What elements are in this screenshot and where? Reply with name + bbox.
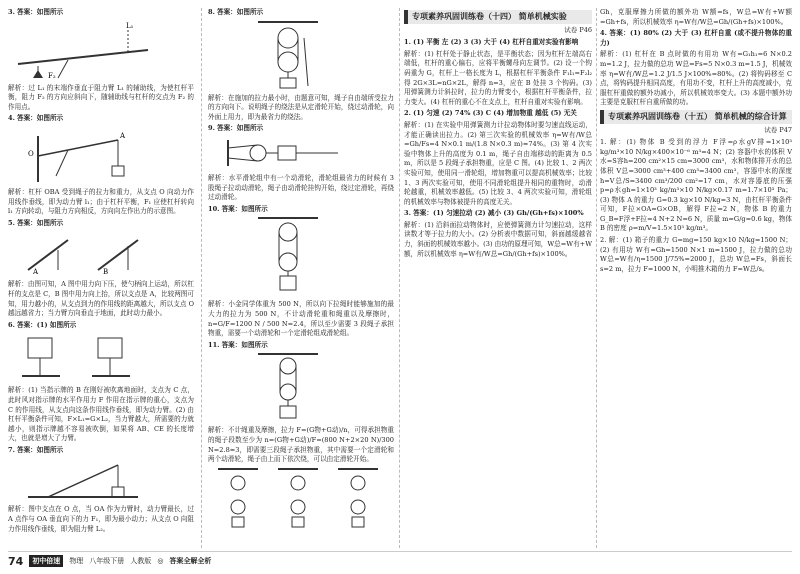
question-6: [8, 321, 194, 331]
answer: 1. (1) 平衡 左 (2) 3 (3) 大于 (4) 杠杆自重对实验有影响: [404, 38, 579, 47]
question-9: [208, 124, 394, 134]
column-divider: [596, 8, 597, 548]
question-5: [8, 219, 194, 229]
crane-figure: [8, 457, 158, 501]
page-number: 74: [8, 554, 24, 568]
svg-text:L₁: L₁: [126, 21, 134, 30]
horizontal-pulley-figure: [208, 136, 358, 170]
section-title: 专项素养巩固训练卷（十四） 简单机械实验: [404, 10, 592, 24]
question-10: [208, 205, 394, 215]
answer-label: 答案：如图所示: [217, 8, 264, 16]
column-divider: [399, 8, 400, 548]
column-3: [404, 8, 592, 261]
explanation: 解析：(1) 沿斜面拉动物体时，应使弹簧测力计匀速拉动，这样读数才等于拉力的大小。(2) 分析表中数据可知，斜面越缓越省力，斜面的机械效率越小。(3) 由功的原理可知，W总=W有+W额，所以机械效率 η=W有/W总=Gh/(Gh+fs)×100%。: [404, 220, 592, 258]
explanation: 解析：由图可知，A 图中用力向下压，使勺柄向上运动，所以杠杆的支点是 C，B 图中用力向上抬，所以支点是 A，比较两图可知，用力越小的，从支点到力的作用线的距离越大，所以支点 O 越远越省力；当力臂方向垂直于地面，此时动力最小。: [8, 280, 194, 318]
explanation: 解析：不计绳重及摩擦，拉力 F=(G物+G动)/n，可得承担物重的绳子段数至少为 n=(G物+G动)/F=(800 N+2×20 N)/300 N=2.8≈3，即需要三段绳子承担物重，其中需要一个定滑轮和两个动滑轮，绳子由上而下依次绕，可以由定滑轮开始。: [208, 426, 394, 464]
answer-label: 答案：如图所示: [221, 204, 268, 213]
question-3: [8, 8, 194, 18]
answer-tag: 答案全解全析: [169, 557, 212, 565]
solution: 1. 解：(1) 物体 B 受到的浮力 F浮=ρ水gV排=1×10³ kg/m³×10 N/kg×400×10⁻⁶ m³=4 N；(2) 容器中水的体积 V水=S容h=200 cm²×15 cm=3000 cm³，水和物体排开水的总体积 V总=3000 cm³+400 cm³=3400 cm³，容器中水的深度 h=V总/S=3400 cm³/200 cm²=17 cm，水对容器底的压强 p=ρ水gh=1×10³ kg/m³×10 N/kg×0.17 m=1.7×10³ Pa；(3) 物体 A 的重力 G=0.3 kg×10 N/kg=3 N，由杠杆平衡条件可知，F拉×OA=G×OB，解得 F拉=2 N，物体 B 的重力 G_B=F浮+F拉=4 N+2 N=6 N，质量 m=G/g=0.6 kg，物体 B 的密度 ρ=m/V=1.5×10³ kg/m³。: [600, 138, 792, 233]
svg-text:A: A: [33, 268, 39, 277]
explanation: 解析：(1) 在实验中用弹簧测力计拉动物体时要匀速直线运动，才能正确读出拉力。(2) 第三次实验的机械效率 η=W有/W总=Gh/Fs=4 N×0.1 m/(1.8 N×0.3 m)≈74%。(3) 第 4 次实验中物体上升的高度为 0.1 m，绳子自由端移动的距离为 0.5 m，所以是 5 段绳子承担物重，应是 C 图。(4) 比较 1、2 两次实验可知，使用同一滑轮组，增加物重可以提高机械效率；比较 1、3 两次实验可知，使用不同滑轮组提升相同的重物时，动滑轮越重，机械效率越低。(5) 比较 3、4 两次实验可知，滑轮组的机械效率与物体被提升的高度无关。: [404, 120, 592, 206]
section-page-ref: 试卷 P46: [564, 25, 592, 34]
question-number: 6.: [8, 320, 15, 329]
answer-label: 答案：如图所示: [17, 445, 64, 454]
answer-label: 答案：(1) 如图所示: [17, 320, 77, 329]
column-1: [8, 8, 194, 536]
question-number: 7.: [8, 445, 15, 454]
spoon-figure: [8, 230, 158, 276]
question-number: 3.: [8, 8, 15, 16]
answer: 3. 答案：(1) 匀速拉动 (2) 减小 (3) Gh/(Gh+fs)×100%: [404, 209, 584, 218]
explanation: Gh，克服摩擦力所做的额外功 W额=fs，W总=W有+W额=Gh+fs，所以机械效率 η=W有/W总=Gh/(Gh+fs)×100%。: [600, 8, 792, 26]
pulley-figure-set: [208, 467, 388, 531]
question-number: 4.: [8, 114, 15, 123]
explanation: 解析：(1) 当指示牌的 B 在刚好被吹离地面时，支点为 C 点，此时风对指示牌的水平作用力 F 作用在指示牌的重心，支点为 C 的作用线，从支点向这条作用线作垂线，即为动力臂。(2) 由杠杆平衡条件可知，F×L₁=G×L₂，当力臂越大，所需要的力就越小，则指示牌越不容易被吹倒，如果将 AB、CE 的长度增大，也就是增大了力臂。: [8, 386, 194, 443]
svg-text:A: A: [120, 131, 126, 140]
column-2: [208, 8, 394, 535]
circle-icon: ◎: [157, 557, 164, 565]
question-7: [8, 446, 194, 456]
question-4: [8, 114, 194, 124]
lever-figure: [8, 126, 158, 184]
solution: 2. 解：(1) 箱子的重力 G=mg=150 kg×10 N/kg=1500 N；(2) 有用功 W有=Gh=1500 N×1 m=1500 J，拉力做的总功 W总=W有/η=1500 J/75%=2000 J，总功 W总=Fs，斜面长 s=2 m，拉力 F=1000 N，小明推木箱的力 F=W总/s。: [600, 236, 792, 273]
answer-label: 答案：如图所示: [217, 124, 264, 133]
explanation: 解析：(1) 杠杆处于静止状态，是平衡状态；因为杠杆左端高右端低，杠杆的重心偏右，应将平衡螺母向左调节。(2) 设一个钩码重为 G，杠杆上一格长度为 L，根据杠杆平衡条件 F₁l₁=F₂l₂ 得 2G×3L=nG×2L，解得 n=3，应在 B 处挂 3 个钩码。(3) 用弹簧测力计斜拉时，拉力的力臂变小，根据杠杆平衡条件，拉力变大。(4) 杠杆的重心不在支点上，杠杆自重对实验有影响。: [404, 49, 592, 106]
answer: 2. (1) 匀速 (2) 74% (3) C (4) 增加物重 越低 (5) 无关: [404, 109, 577, 118]
question-11: [208, 341, 394, 351]
explanation: 解析：杠杆 OBA 受到绳子的拉力和重力，从支点 O 向动力作用线作垂线，即为动力臂 l₁；由于杠杆平衡，F₁ 应使杠杆转向 l₁ 方向转动，与阻力方向相反，方向向左作出力的示意图。: [8, 187, 194, 216]
answer: 4. 答案：(1) 80% (2) 大于 (3) 杠杆自重 (或不提升物体的重力): [600, 29, 792, 47]
svg-text:O: O: [28, 149, 34, 158]
lever-figure: [8, 20, 158, 80]
explanation: 解析：过 L₁ 的末端作垂直于阻力臂 L₁ 的辅助线，为使杠杆平衡，阻力 F₂ 的方向应斜向下，随辅助线与杠杆的交点为 F₂ 的作用点。: [8, 83, 194, 111]
question-number: 10.: [208, 204, 220, 213]
edition-label: 人教版: [130, 557, 152, 565]
pulley-figure: [208, 352, 358, 422]
brand-logo: 初中倍速: [29, 555, 63, 567]
svg-text:B: B: [103, 268, 109, 277]
explanation: 解析：在施加的拉力最小时，由题意可知，绳子自由端所受拉力的方向向下。说明绳子的绕法是从定滑轮开始，绕过动滑轮，向外面上用力，即为最省力的绕法。: [208, 93, 394, 121]
answer-label: 答案：如图所示: [17, 218, 64, 227]
question-8: [208, 8, 394, 18]
svg-text:F₂: F₂: [48, 71, 56, 80]
question-number: 11.: [208, 340, 220, 349]
answer-label: 答案：如图所示: [221, 340, 268, 349]
pulley-figure: [208, 20, 358, 90]
subject-label: 物理: [69, 557, 84, 565]
answer-label: 答案：如图所示: [17, 8, 64, 16]
page-footer: [8, 551, 792, 568]
explanation: 解析：(1) 杠杆在 B 点时做的有用功 W有=G₁h₁=6 N×0.2 m=1.2 J，拉力做的总功 W总=Fs=5 N×0.3 m=1.5 J，机械效率 η=W有/W总=1.2 J/1.5 J×100%=80%。(2) 将钩码移至 C 点，将钩码提升相同高度，有用功不变，杠杆上升的高度减小，克服杠杆重做的额外功减小，所以机械效率变大。(3) 本题中额外功主要是克服杠杆自重所做的功。: [600, 50, 792, 107]
column-divider: [201, 8, 202, 548]
explanation: 解析：水平滑轮组中有一个动滑轮，滑轮组最省力的时候有 3 股绳子拉动动滑轮，绳子由动滑轮挂钩开始，绕过定滑轮，再绕过动滑轮。: [208, 173, 394, 202]
explanation: 解析：图中支点在 O 点，当 OA 作为力臂时，动力臂最长，过 A 点作与 OA 垂直向下的力 F₁，即为最小动力；从支点 O 向阻力作用线作垂线，即为阻力臂 L₂。: [8, 505, 194, 533]
question-number: 9.: [208, 124, 215, 133]
question-number: 8.: [208, 8, 215, 16]
question-number: 5.: [8, 218, 15, 227]
sign-figure: [8, 332, 158, 382]
column-4: [600, 8, 792, 276]
pulley-figure: [208, 216, 358, 296]
explanation: 解析：小金同学体重为 500 N，所以向下拉绳时能够施加的最大力的拉力为 500 N，不计动滑轮重和绳重以及摩擦时，n=G/F=1200 N / 500 N=2.4，所以至少需要 3 段绳子承担物重，需要一个动滑轮和一个定滑轮组成滑轮组。: [208, 300, 394, 338]
grade-label: 八年级下册: [89, 557, 125, 565]
section-page-ref: 试卷 P47: [764, 125, 792, 134]
answer-label: 答案：如图所示: [17, 114, 64, 123]
section-title: 专项素养巩固训练卷（十五） 简单机械的综合计算: [600, 110, 792, 124]
